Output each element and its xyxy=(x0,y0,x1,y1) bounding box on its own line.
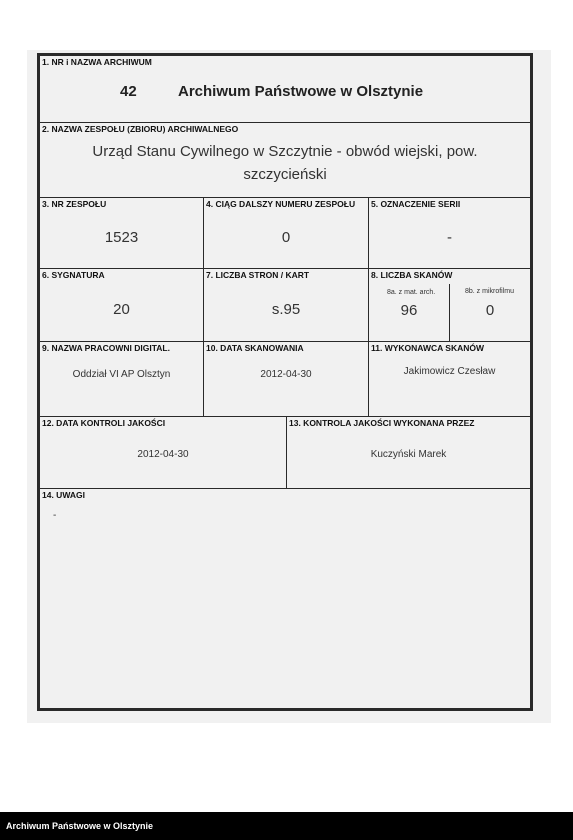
scan-date-value: 2012-04-30 xyxy=(260,369,312,380)
scanned-by-value: Jakimowicz Czesław xyxy=(403,366,496,377)
scans-b-label: 8b. z mikrofilmu xyxy=(465,288,515,295)
signature-cell xyxy=(39,268,204,342)
archive-label: 1. NR i NAZWA ARCHIWUM xyxy=(42,57,152,67)
notes-cell xyxy=(39,488,531,709)
continued-number-label: 4. CIĄG DALSZY NUMERU ZESPOŁU xyxy=(206,199,356,209)
qc-date-value: 2012-04-30 xyxy=(137,449,189,460)
scan-date-cell xyxy=(203,341,369,420)
qc-date-label: 12. DATA KONTROLI JAKOŚCI xyxy=(42,418,166,428)
scans-a-label: 8a. z mat. arch. xyxy=(387,289,436,296)
scans-b-value: 0 xyxy=(485,302,495,319)
qc-by-label: 13. KONTROLA JAKOŚCI WYKONANA PRZEZ xyxy=(289,418,475,428)
scans-a-value: 96 xyxy=(400,302,418,319)
fonds-number-label: 3. NR ZESPOŁU xyxy=(42,199,107,209)
series-cell xyxy=(368,197,531,269)
series-label: 5. OZNACZENIE SERII xyxy=(371,199,461,209)
notes-label: 14. UWAGI xyxy=(42,490,85,500)
fonds-name-line2: szczycieński xyxy=(243,166,327,183)
studio-value: Oddział VI AP Olsztyn xyxy=(72,369,171,380)
scans-cell xyxy=(368,268,531,342)
studio-label: 9. NAZWA PRACOWNI DIGITAL. xyxy=(42,343,170,353)
pages-value: s.95 xyxy=(271,301,301,318)
fonds-number-value: 1523 xyxy=(104,229,139,246)
footer-bar xyxy=(0,812,573,840)
archive-cell xyxy=(39,55,531,123)
continued-number-cell xyxy=(203,197,369,269)
qc-date-cell xyxy=(39,416,287,489)
fonds-number-cell xyxy=(39,197,204,269)
metadata-card xyxy=(37,53,533,711)
fonds-name-line1: Urząd Stanu Cywilnego w Szczytnie - obwód wiejski, pow. xyxy=(92,143,478,160)
signature-label: 6. SYGNATURA xyxy=(42,270,105,280)
fonds-name-label: 2. NAZWA ZESPOŁU (ZBIORU) ARCHIWALNEGO xyxy=(42,124,239,134)
footer-text: Archiwum Państwowe w Olsztynie xyxy=(6,821,154,831)
scans-label: 8. LICZBA SKANÓW xyxy=(371,270,453,280)
archive-number: 42 xyxy=(120,83,137,100)
scanned-by-cell xyxy=(368,341,531,420)
notes-value: - xyxy=(53,510,57,521)
studio-cell xyxy=(39,341,204,420)
pages-cell xyxy=(203,268,369,342)
scanned-by-label: 11. WYKONAWCA SKANÓW xyxy=(371,343,485,353)
archive-name: Archiwum Państwowe w Olsztynie xyxy=(178,83,424,100)
pages-label: 7. LICZBA STRON / KART xyxy=(206,270,310,280)
qc-by-value: Kuczyński Marek xyxy=(370,449,447,460)
signature-value: 20 xyxy=(113,301,130,318)
continued-number-value: 0 xyxy=(281,229,291,246)
series-value: - xyxy=(447,229,452,246)
scan-date-label: 10. DATA SKANOWANIA xyxy=(206,343,304,353)
fonds-name-cell xyxy=(39,122,531,198)
qc-by-cell xyxy=(286,416,531,489)
